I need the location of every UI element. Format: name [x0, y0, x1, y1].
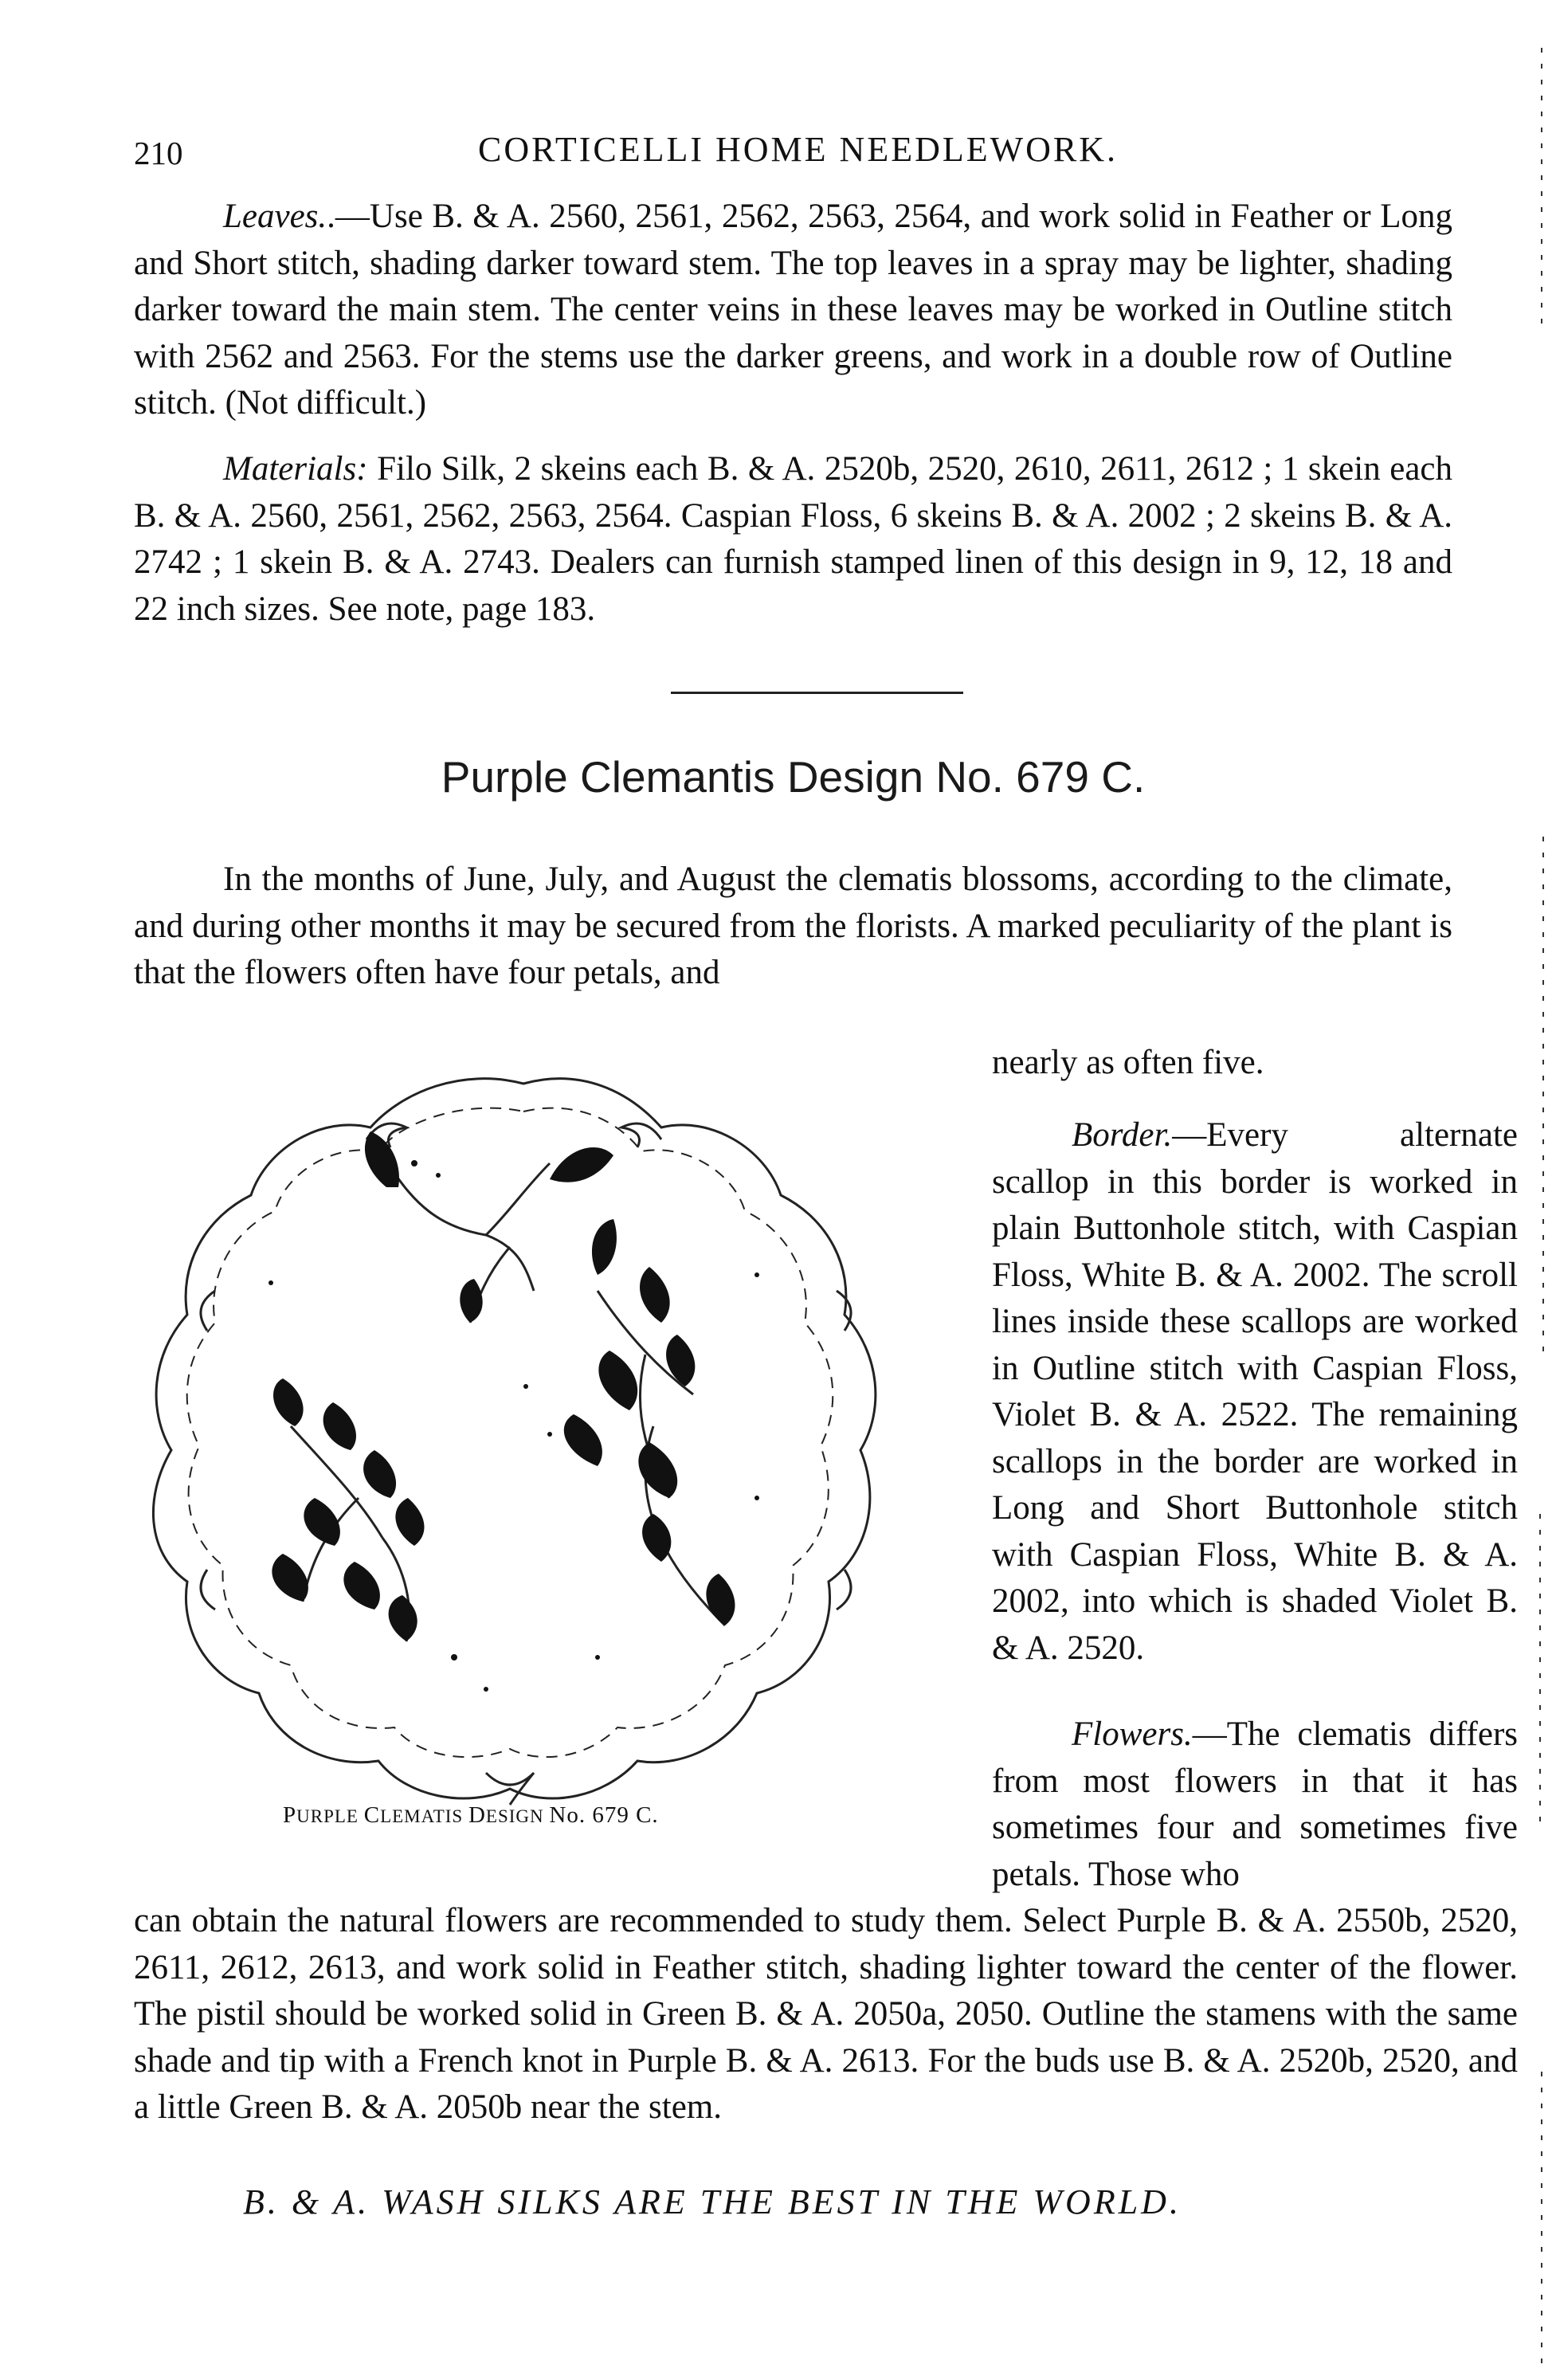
- flowers-paragraph-continuation: can obtain the natural flowers are recommended to study them. Select Purple B. & A. 2550b, 2520, 2611, 2612, 2613, and work solid in Feather stitch, shading lighter toward the center of the flower. The pistil should be worked solid in Green B. & A. 2050a, 2050. Outline the stamens with the same shade and tip with a French knot in Purple B. & A. 2613. For the buds use B. & A. 2520b, 2520, and a little Green B. & A. 2050b near the stem.: [134, 1902, 1518, 2126]
- design-intro-paragraph: In the months of June, July, and August the clematis blossoms, according to the climate, and during other months it may be secured from the florists. A marked peculiarity of the plant is that the flowers often have four petals, and: [134, 861, 1452, 991]
- leaves-label: Leaves.: [223, 198, 327, 235]
- running-head: CORTICELLI HOME NEEDLEWORK.: [478, 130, 1119, 169]
- doily-illustration: [151, 1052, 896, 1813]
- materials-label: Materials:: [223, 450, 368, 488]
- page-number: 210: [134, 135, 183, 171]
- materials-paragraph: [134, 446, 1452, 633]
- flowers-label: Flowers.: [1072, 1715, 1193, 1753]
- scan-edge-artifact: [1526, 0, 1556, 2380]
- border-paragraph: [992, 1112, 1518, 1672]
- flowers-paragraph: [992, 1711, 1518, 1898]
- border-label: Border.: [1072, 1116, 1173, 1154]
- design-intro-tail: nearly as often five.: [992, 1044, 1264, 1081]
- figure-caption: PURPLE CLEMATIS DESIGN No. 679 C.: [283, 1802, 659, 1828]
- leaves-text: .—Use B. & A. 2560, 2561, 2562, 2563, 2564, and work solid in Feather or Long and Short stitch, shading darker toward stem. The top leaves in a spray may be lighter, shading darker toward the main stem. The center veins in these leaves may be worked in Outline stitch with 2562 and 2563. For the stems use the darker greens, and work in a double row of Outline stitch. (Not difficult.): [134, 198, 1452, 421]
- inner-scroll: [187, 1108, 833, 1758]
- leaves-paragraph: [134, 194, 1452, 427]
- materials-text: Filo Silk, 2 skeins each B. & A. 2520b, 2520, 2610, 2611, 2612 ; 1 skein each B. & A. 2560, 2561, 2562, 2563, 2564. Caspian Floss, 6 skeins B. & A. 2002 ; 2 skeins B. & A. 2742 ; 1 skein B. & A. 2743. Dealers can furnish stamped linen of this design in 9, 12, 18 and 22 inch sizes. See note, page 183.: [134, 450, 1452, 628]
- footer-slogan: B. & A. WASH SILKS ARE THE BEST IN THE WORLD.: [243, 2182, 1182, 2221]
- design-title: Purple Clemantis Design No. 679 C.: [441, 752, 1146, 802]
- scalloped-border: [153, 1079, 875, 1798]
- section-divider: [671, 692, 963, 694]
- flowers-text: —The clematis differs from most flowers in that it has sometimes four and sometimes five petals. Those who: [992, 1715, 1518, 1893]
- border-text: —Every alternate scallop in this border is worked in plain Buttonhole stitch, with Caspian Floss, White B. & A. 2002. The scroll lines inside these scallops are worked in Outline stitch with Caspian Floss, Violet B. & A. 2522. The remaining scallops in the border are worked in Long and Short Buttonhole stitch with Caspian Floss, White B. & A. 2002, into which is shaded Violet B. & A. 2520.: [992, 1116, 1518, 1667]
